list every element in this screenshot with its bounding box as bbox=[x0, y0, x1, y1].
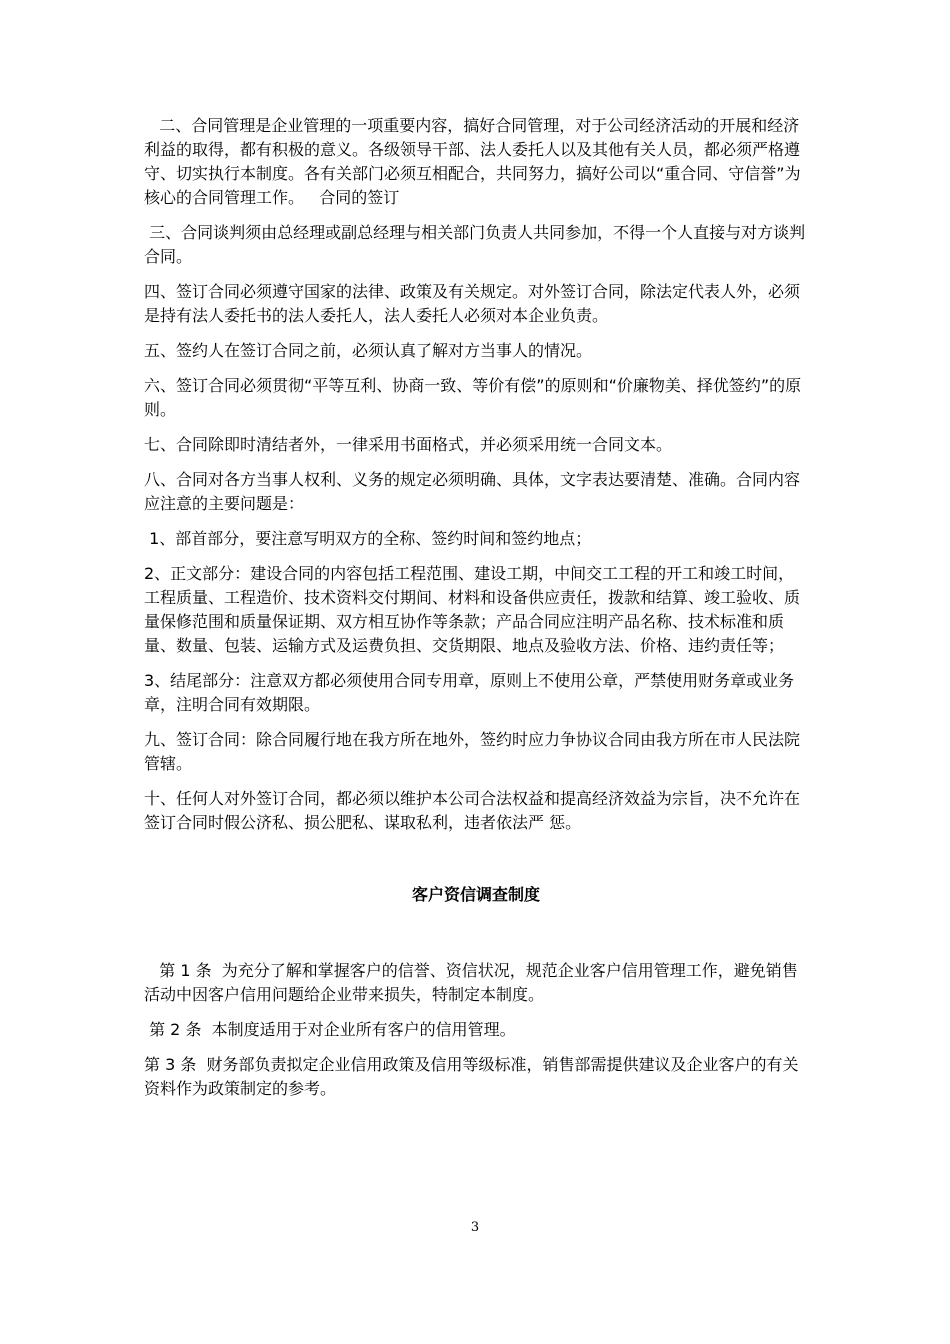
article-2: 第 2 条 本制度适用于对企业所有客户的信用管理。 bbox=[144, 1020, 516, 1039]
paragraph-8-item-2: 2、正文部分：建设合同的内容包括工程范围、建设工期，中间交工工程的开工和竣工时间，工程质量、工程造价、技术资料交付期间、材料和设备供应责任，拨款和结算、竣工验收、质量保修范围和质量保证期、双方相互协作等条款；产品合同应注明产品名称、技术标准和质量、数量、包装、运输方式及运费负担、交货期限、地点及验收方法、价格、违约责任等； bbox=[144, 564, 801, 655]
paragraph-4: 四、签订合同必须遵守国家的法律、政策及有关规定。对外签订合同，除法定代表人外，必须是持有法人委托书的法人委托人，法人委托人必须对本企业负责。 bbox=[144, 282, 801, 325]
paragraph-6: 六、签订合同必须贯彻“平等互利、协商一致、等价有偿”的原则和“价廉物美、择优签约”的原则。 bbox=[144, 376, 802, 419]
paragraph-8: 八、合同对各方当事人权利、义务的规定必须明确、具体，文字表达要清楚、准确。合同内容应注意的主要问题是： bbox=[144, 470, 801, 513]
paragraph-8-item-3: 3、结尾部分：注意双方都必须使用合同专用章，原则上不使用公章，严禁使用财务章或业务章，注明合同有效期限。 bbox=[144, 671, 795, 714]
paragraph-2: 二、合同管理是企业管理的一项重要内容，搞好合同管理，对于公司经济活动的开展和经济利益的取得，都有积极的意义。各级领导干部、法人委托人以及其他有关人员，都必须严格遵守、切实执行本制度。各有关部门必须互相配合，共同努力，搞好公司以“重合同、守信誉”为核心的合同管理工作。 合同的签订 bbox=[144, 116, 801, 207]
paragraph-3: 三、合同谈判须由总经理或副总经理与相关部门负责人共同参加，不得一个人直接与对方谈判合同。 bbox=[144, 223, 806, 266]
section-heading: 客户资信调查制度 bbox=[411, 885, 540, 904]
paragraph-5: 五、签约人在签订合同之前，必须认真了解对方当事人的情况。 bbox=[144, 341, 593, 360]
paragraph-8-item-1: 1、部首部分，要注意写明双方的全称、签约时间和签约地点； bbox=[144, 529, 592, 548]
article-3: 第 3 条 财务部负责拟定企业信用政策及信用等级标准，销售部需提供建议及企业客户的有关资料作为政策制定的参考。 bbox=[144, 1055, 799, 1098]
article-1: 第 1 条 为充分了解和掌握客户的信誉、资信状况，规范企业客户信用管理工作，避免销售活动中因客户信用问题给企业带来损失，特制定本制度。 bbox=[144, 961, 798, 1004]
page-content bbox=[144, 114, 808, 1112]
paragraph-7: 七、合同除即时清结者外，一律采用书面格式，并必须采用统一合同文本。 bbox=[144, 435, 673, 454]
paragraph-9: 九、签订合同：除合同履行地在我方所在地外，签约时应力争协议合同由我方所在市人民法院管辖。 bbox=[144, 730, 801, 773]
paragraph-10: 十、任何人对外签订合同，都必须以维护本公司合法权益和提高经济效益为宗旨，决不允许在签订合同时假公济私、损公肥私、谋取私利，违者依法严 惩。 bbox=[144, 789, 801, 832]
page-number: 3 bbox=[470, 1220, 480, 1235]
